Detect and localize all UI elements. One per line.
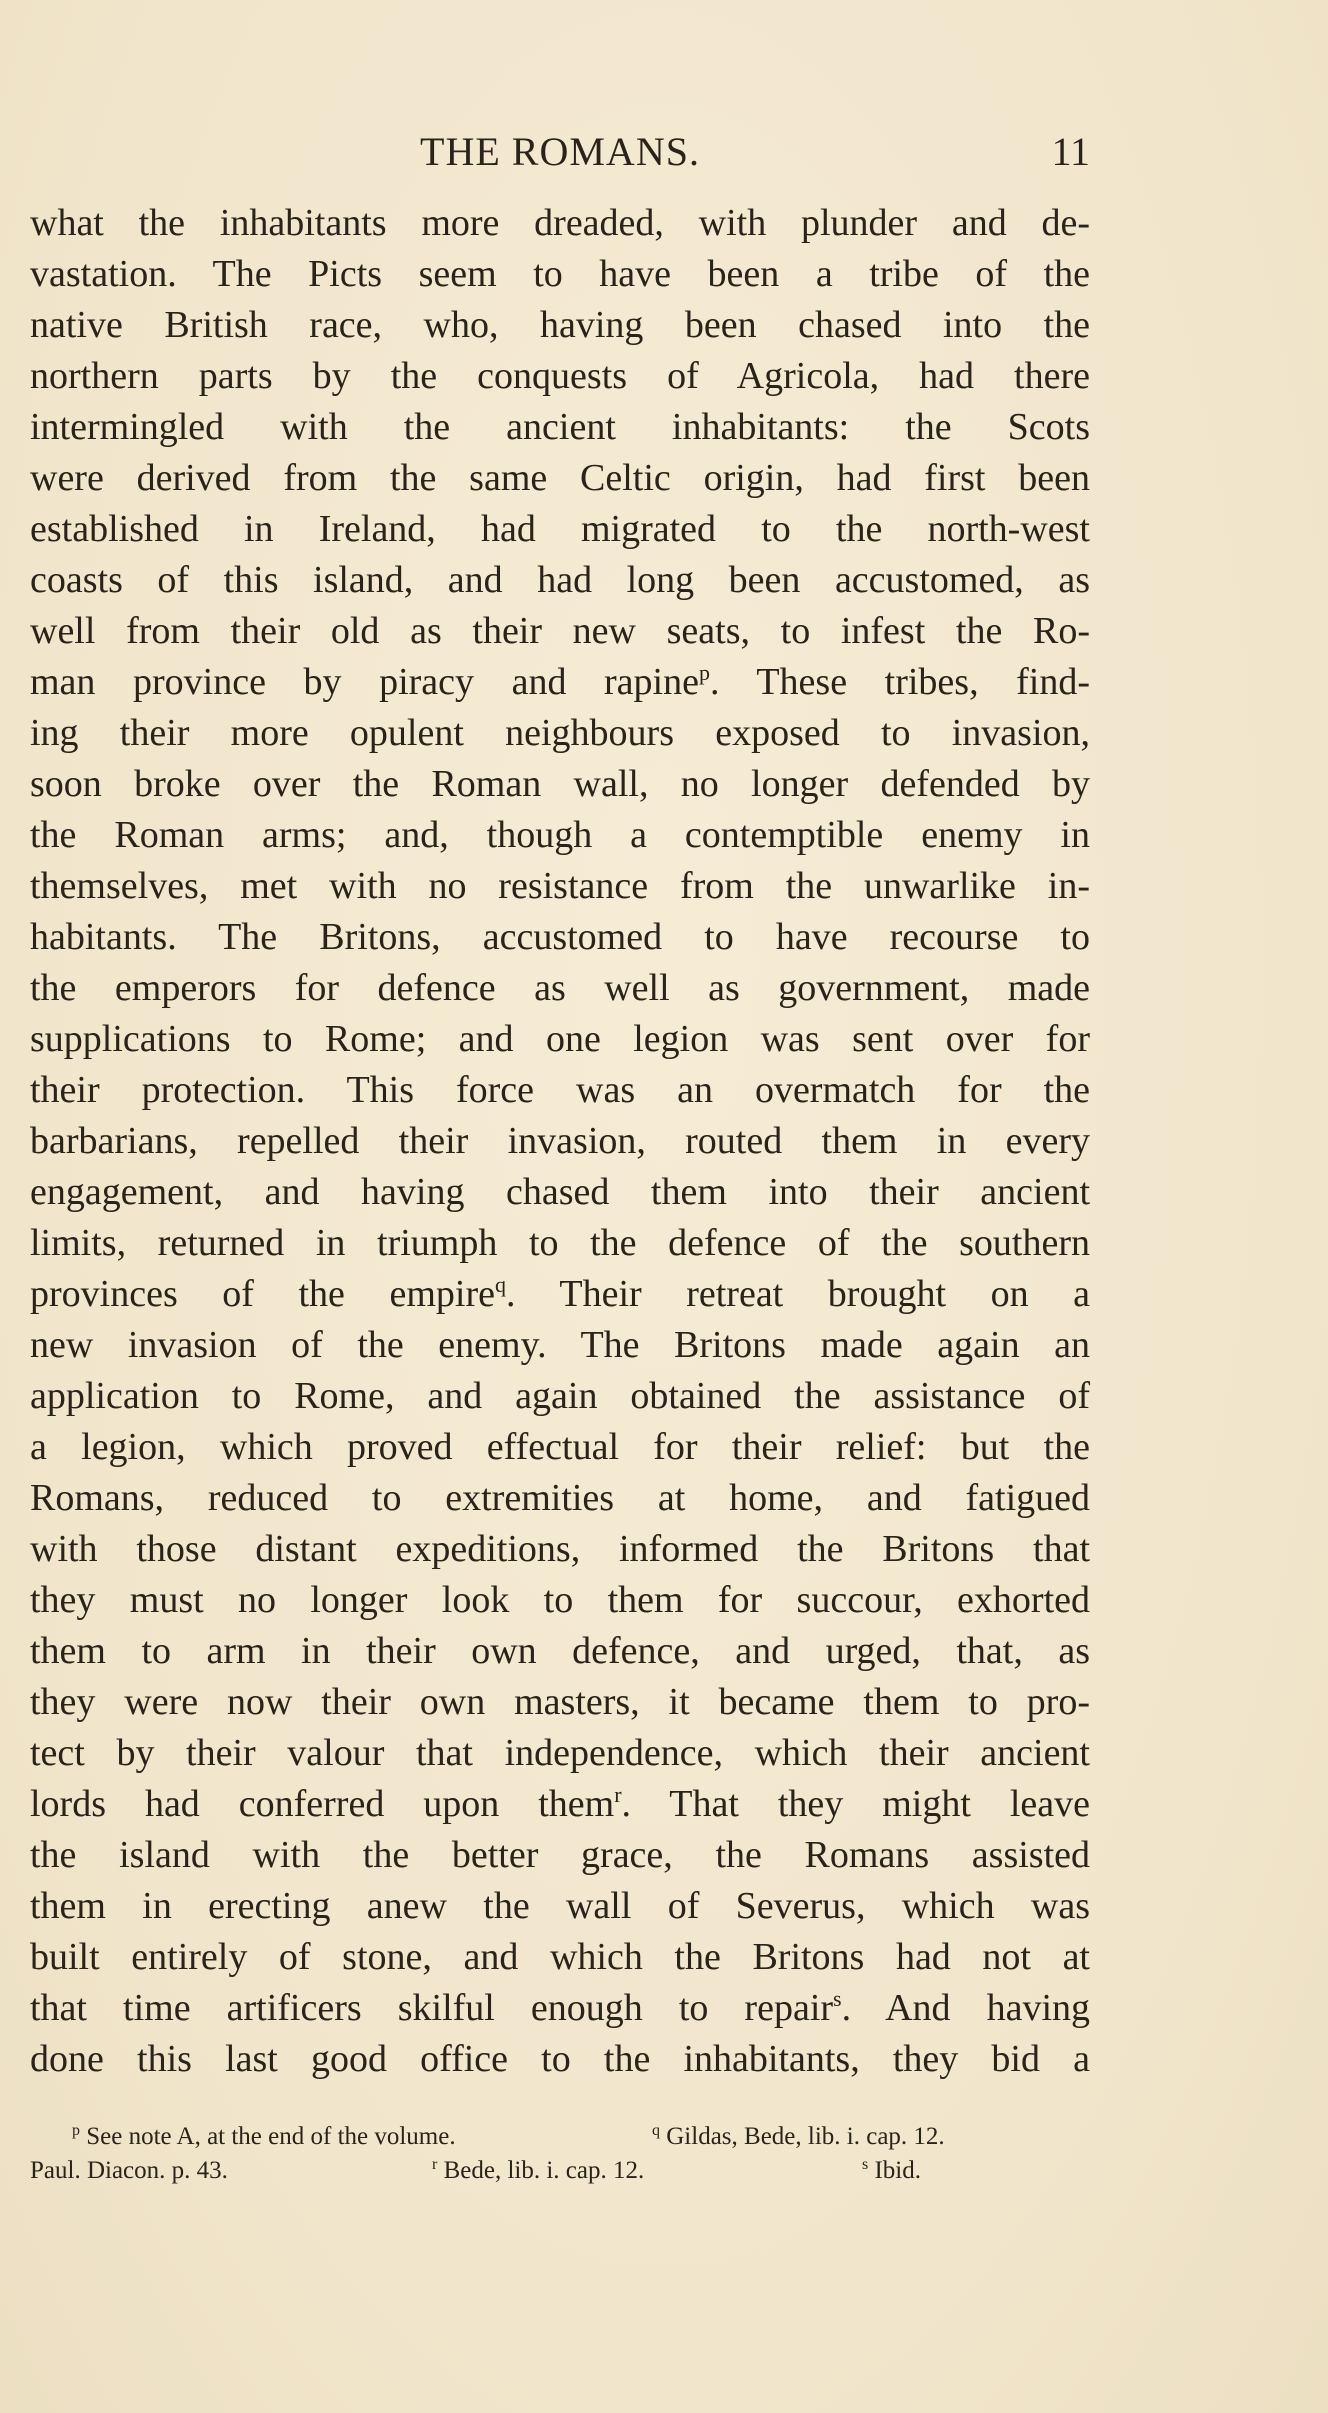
text-line: they were now their own masters, it became them to pro-: [30, 1681, 1090, 1723]
text-line: were derived from the same Celtic origin, had first been: [30, 457, 1090, 499]
text-line: built entirely of stone, and which the Britons had not at: [30, 1936, 1090, 1978]
footnote-ref-p: p: [698, 660, 710, 685]
text-line: them to arm in their own defence, and urged, that, as: [30, 1630, 1090, 1672]
text-line: with those distant expeditions, informed the Britons that: [30, 1528, 1090, 1570]
text-line: application to Rome, and again obtained the assistance of: [30, 1375, 1090, 1417]
text-line: a legion, which proved effectual for their relief: but the: [30, 1426, 1090, 1468]
text-line: habitants. The Britons, accustomed to have recourse to: [30, 916, 1090, 958]
text-line: the island with the better grace, the Romans assisted: [30, 1834, 1090, 1876]
text-line: themselves, met with no resistance from the unwarlike in-: [30, 865, 1090, 907]
footnote-ref-r: r: [614, 1782, 622, 1807]
footnote-q: $^q$ Gildas, Bede, lib. i. cap. 12.: [652, 2122, 945, 2150]
text-line: done this last good office to the inhabitants, they bid a: [30, 2038, 1090, 2080]
text-line: man province by piracy and rapine$^p$. These tribes, find-: [30, 660, 1091, 703]
text-line: vastation. The Picts seem to have been a tribe of the: [30, 253, 1090, 295]
text-line: that time artificers skilful enough to repair$^s$. And having: [30, 1986, 1090, 2029]
footnote-ref-q: q: [495, 1272, 506, 1297]
text-line: tect by their valour that independence, which their ancient: [30, 1732, 1090, 1774]
text-line: intermingled with the ancient inhabitants: the Scots: [30, 406, 1090, 448]
text-line: ing their more opulent neighbours exposed to invasion,: [30, 712, 1090, 754]
text-line: lords had conferred upon them$^r$. That they might leave: [30, 1782, 1090, 1825]
footnote-r: $^r$ Bede, lib. i. cap. 12.: [432, 2156, 645, 2184]
page-number: 11: [1051, 129, 1090, 174]
footnote-s: $^s$ Ibid.: [862, 2156, 922, 2184]
footnote-p: $^p$ See note A, at the end of the volume.: [72, 2122, 456, 2150]
footnotes: [30, 2120, 1092, 2188]
footnote-ref-s: s: [833, 1986, 842, 2011]
footnote-row: [72, 2120, 1092, 2154]
text-line: what the inhabitants more dreaded, with plunder and de-: [30, 202, 1090, 244]
text-line: Romans, reduced to extremities at home, and fatigued: [30, 1477, 1090, 1519]
text-line: northern parts by the conquests of Agricola, had there: [30, 355, 1090, 397]
text-line: established in Ireland, had migrated to the north-west: [30, 508, 1090, 550]
text-line: supplications to Rome; and one legion was sent over for: [30, 1018, 1090, 1060]
text-line: they must no longer look to them for succour, exhorted: [30, 1579, 1090, 1621]
text-line: native British race, who, having been chased into the: [30, 304, 1090, 346]
footnote-p-continued: Paul. Diacon. p. 43.: [30, 2157, 228, 2184]
text-line: engagement, and having chased them into their ancient: [30, 1171, 1090, 1213]
footnote-row: [30, 2154, 1092, 2188]
running-header: [30, 122, 1090, 182]
body-text: [30, 198, 1090, 2085]
text-line: well from their old as their new seats, to infest the Ro-: [30, 610, 1090, 652]
text-line: the Roman arms; and, though a contemptible enemy in: [30, 814, 1090, 856]
text-line: provinces of the empire$^q$. Their retreat brought on a: [30, 1272, 1090, 1315]
text-line: them in erecting anew the wall of Severus, which was: [30, 1885, 1090, 1927]
text-line: soon broke over the Roman wall, no longer defended by: [30, 763, 1090, 805]
text-line: their protection. This force was an overmatch for the: [30, 1069, 1090, 1111]
text-line: new invasion of the enemy. The Britons made again an: [30, 1324, 1090, 1366]
running-title: THE ROMANS.: [420, 129, 700, 174]
text-line: coasts of this island, and had long been accustomed, as: [30, 559, 1090, 601]
text-line: the emperors for defence as well as government, made: [30, 967, 1090, 1009]
text-line: limits, returned in triumph to the defence of the southern: [30, 1222, 1090, 1264]
text-line: barbarians, repelled their invasion, routed them in every: [30, 1120, 1090, 1162]
